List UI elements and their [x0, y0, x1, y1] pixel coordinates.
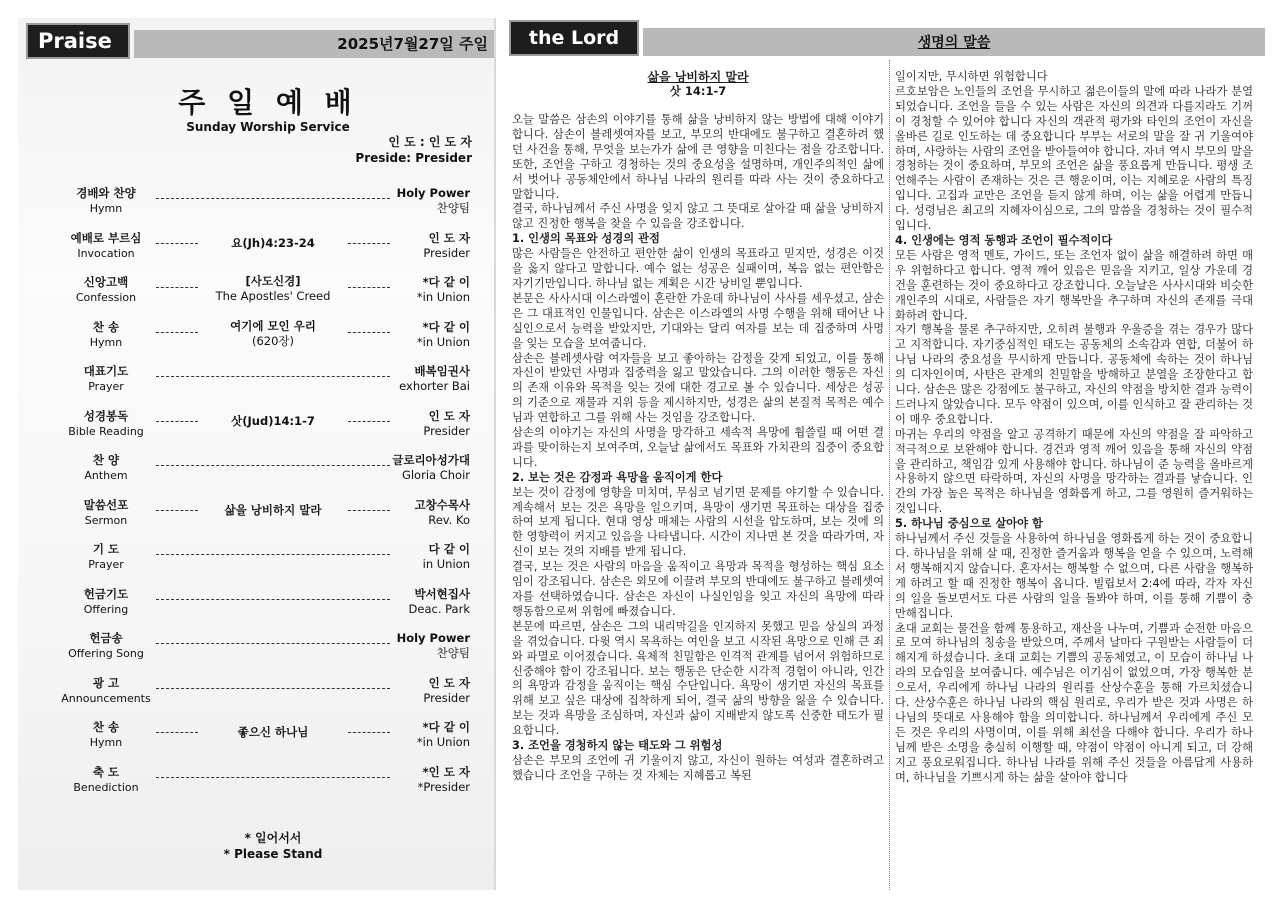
order-item-label	[56, 231, 156, 261]
sermon-heading: 4. 인생에는 영적 동행과 조언이 필수적이다	[895, 233, 1113, 247]
standing-note	[208, 830, 338, 862]
sermon-paragraph: 보는 것이 감정에 영향을 미치며, 무심코 넘기면 문제를 야기할 수 있습니다. 계속해서 보는 것은 욕망을 일으키며, 욕망이 생기면 목표하는 대상을 집중하여 보게 됩니다. 현대 영상 매체는 사람의 시선을 압도하며, 보는 것에 의한 영향력이 커지고 있음을 나타냅니다. 시간이 지나면 본 것을 따라가며, 자신이 보는 것의 지배를 받게 됩니다.	[512, 485, 884, 559]
left-header	[18, 18, 496, 62]
sermon-panel	[505, 18, 1265, 890]
order-item-label-english: Confession	[75, 291, 137, 304]
order-item-label-korean: 말씀선포	[83, 497, 129, 512]
order-item-leader-sub: in Union	[422, 557, 470, 571]
order-item-leader	[350, 720, 470, 750]
order-item-leader-sub: 찬양팀	[436, 646, 470, 660]
order-item-label	[56, 409, 156, 439]
order-item-leader-sub: Rev. Ko	[428, 512, 470, 527]
order-item-leader-sub: Presider	[423, 423, 470, 438]
order-item-leader	[350, 631, 470, 661]
sermon-paragraph: 르호보암은 노인들의 조언을 무시하고 젊은이들의 말에 따라 나라가 분열되었습니다. 조언을 들을 수 있는 사람은 자신의 의견과 다를지라도 기꺼이 경청할 수 있어야 합니다 자신의 객관적 평가와 타인의 조언이 자신을 올바른 길로 인도하는 데 중요합니다 부부는 서로의 말을 잘 귀 기울여야 하며, 사랑하는 사람의 조언을 받아들여야 합니다. 자녀 역시 부모의 말을 경청하는 것이 중요하며, 부모의 조언은 삶을 풍요롭게 만듭니다. 평생 조언해주는 사람이 존재하는 것은 큰 행운이며, 이는 지혜로운 사람의 특징입니다. 고집과 교만은 조언을 듣지 않게 하며, 이는 삶을 어렵게 만듭니다. 성령님은 최고의 지혜자이심으로, 그의 말씀을 경청하는 것이 필수적입니다.	[895, 84, 1253, 233]
order-item-leader	[350, 498, 470, 528]
order-item	[18, 364, 496, 404]
sermon-title: 삶을 낭비하지 말라	[647, 70, 749, 84]
left-header-band	[134, 30, 494, 58]
sermon-paragraph: 삼손은 블레셋사람 여자들을 보고 좋아하는 감정을 갖게 되었고, 이를 통해 자신이 받았던 사명과 집중력을 잃고 말았습니다. 그의 이러한 행동은 자신의 존재 이유와 목적을 잊는 것에 대한 경고로 볼 수 있습니다. 세상은 성공의 기준으로 재물과 지위 등을 제시하지만, 성경은 삶의 본질적 목적은 예수님과 연합하고 그를 위해 사는 것임을 강조합니다.	[512, 351, 884, 425]
order-item-label-korean: 기 도	[92, 542, 120, 556]
order-item-leader-main: 글로리아성가대	[392, 453, 470, 467]
order-item-leader	[350, 453, 470, 483]
sermon-column-1	[512, 70, 884, 784]
service-title	[178, 86, 358, 134]
order-item-label-korean: 찬 송	[92, 720, 120, 734]
service-title-korean: 주 일 예 배	[178, 86, 358, 119]
order-item-label-english: Hymn	[89, 736, 123, 749]
order-item-label-korean: 헌금송	[89, 631, 123, 645]
order-item-leader	[350, 765, 470, 795]
order-item-label-korean: 축 도	[92, 764, 120, 779]
service-title-english: Sunday Worship Service	[186, 120, 350, 134]
sermon-paragraph: 결국, 보는 것은 사람의 마음을 움직이고 욕망과 목적을 형성하는 핵심 요소임이 강조됩니다. 삼손은 외모에 이끌려 부모의 반대에도 불구하고 블레셋여자를 선택하였습니다. 삼손은 자신이 나실인임을 잊고 자신의 욕망에 따라 행동함으로써 위험에 빠졌습니다.	[512, 560, 884, 618]
sermon-paragraph: 하나님께서 주신 것들을 사용하여 하나님을 영화롭게 하는 것이 중요합니다. 하나님을 위해 살 때, 진정한 즐거움과 행복을 얻을 수 있으며, 노력해서 행복해지지 않습니다. 혼자서는 행복할 수 없으며, 다른 사람을 행복하게 하려고 할 때 진정한 행복이 옵니다. 빌립보서 2:4에 따라, 각자 자신의 일을 돌보면서도 다른 사람의 일을 돌봐야 하며, 이를 통해 기쁨이 충만해집니다.	[895, 532, 1253, 620]
sermon-column-2-body	[895, 70, 1253, 786]
sermon-heading: 2. 보는 것은 감정과 욕망을 움직이게 한다	[512, 470, 723, 484]
sermon-paragraph: 삼손은 부모의 조언에 귀 기울이지 않고, 자신이 원하는 여성과 결혼하려고 했습니다 조언을 구하는 것 자체는 지혜롭고 복된	[512, 753, 884, 782]
standing-note-korean: * 일어서서	[244, 831, 302, 845]
dash-leader	[156, 510, 198, 511]
right-header-band	[643, 28, 1265, 56]
order-item-label	[56, 275, 156, 305]
order-item-label-korean: 헌금기도	[83, 586, 129, 601]
order-item	[18, 542, 496, 582]
order-item-leader-sub: Gloria Choir	[401, 468, 470, 482]
order-item-leader-main: 박서현집사	[414, 586, 470, 601]
order-item-label-english: Hymn	[89, 335, 123, 349]
order-item-label	[56, 765, 156, 795]
order-item-label-english: Offering Song	[68, 647, 144, 660]
order-item-leader-sub: 찬양팀	[436, 201, 470, 215]
sermon-paragraph: 많은 사람들은 안전하고 편안한 삶이 인생의 목표라고 믿지만, 성경은 이것을 옳지 않다고 말합니다. 예수 없는 성공은 실패이며, 복음 없는 편안함은 자기기만입니다. 하나님 없는 계획은 시간 낭비일 뿐입니다.	[512, 247, 884, 290]
order-item-label-english: Hymn	[89, 202, 123, 215]
order-item-content	[203, 319, 343, 349]
order-item-label	[56, 542, 156, 572]
the-lord-tag: the Lord	[509, 20, 639, 56]
praise-tag: Praise	[26, 23, 130, 59]
order-item-leader-sub: exhorter Bai	[399, 379, 470, 393]
order-item	[18, 631, 496, 671]
sermon-paragraph: 삼손의 이야기는 자신의 사명을 망각하고 세속적 욕망에 휩쓸릴 때 어떤 결과를 맞이하는지 보여주며, 오늘날 삶에서도 목표와 가치관의 집중이 중요합니다.	[512, 426, 884, 469]
sermon-paragraph: 자기 행복을 물론 추구하지만, 오히려 불행과 우울증을 겪는 경우가 많다고 지적합니다. 자기중심적인 태도는 공동체의 소속감과 연합, 더불어 하나님 나라의 중요성을 무시하게 만듭니다. 공동체에 속하는 것이 하나님의 디자인이며, 사탄은 관계의 친밀함을 방해하고 분열을 조장한다고 합니다. 삼손은 많은 강점에도 불구하고, 자신의 약점을 방치한 결과 능력이 드러나지 않았습니다. 모두 약점이 있으며, 이를 인식하고 잘 관리하는 것이 매우 중요합니다.	[895, 323, 1253, 426]
order-item-leader	[350, 587, 470, 617]
sermon-paragraph: 본문에 따르면, 삼손은 그의 내리막길을 인지하지 못했고 믿음 상실의 과정을 겪었습니다. 다윗 역시 목욕하는 여인을 보고 시작된 욕망으로 인해 큰 죄와 파멸로 이어졌습니다. 육체적 친밀함은 인격적 관계를 넘어서 위험하므로 신중해야 함이 강조됩니다. 보는 행동은 단순한 시각적 경험이 아니라, 인간의 욕망과 감정을 움직이는 핵심 수단입니다. 욕망이 생기면 자신의 목표를 위해 보고 싶은 대상에 집착하게 되어, 결국 삶의 방향을 잃을 수 있습니다. 보는 것과 욕망을 조심하며, 자신과 삶이 지배받지 않도록 신중한 태도가 필요합니다.	[512, 619, 884, 738]
order-item-leader-main: Holy Power	[396, 631, 470, 645]
sermon-heading: 5. 하나님 중심으로 살아야 함	[895, 517, 1043, 531]
order-item-label-english: Invocation	[77, 246, 135, 260]
dash-leader	[156, 287, 198, 288]
order-item-leader-sub: Presider	[423, 690, 470, 705]
order-item-content	[203, 503, 343, 518]
order-item	[18, 676, 496, 716]
order-item	[18, 275, 496, 315]
sermon-paragraph: 본문은 사사시대 이스라엘이 혼란한 가운데 하나님이 사사를 세우셨고, 삼손은 그 대표적인 인물입니다. 삼손은 이스라엘의 사명 수행을 위해 태어난 나실인으로서 능력을 받았지만, 기대와는 달리 여자를 보는 데 집중하며 사명을 잊는 모습을 보여줍니다.	[512, 291, 884, 350]
order-item-label	[56, 364, 156, 394]
order-item-leader-main: *다 같 이	[422, 319, 470, 334]
order-item-leader	[350, 231, 470, 261]
order-item-label-korean: 찬 양	[92, 453, 120, 467]
order-item-content-main: 요(Jh)4:23-24	[231, 235, 315, 250]
standing-note-english: * Please Stand	[223, 847, 323, 861]
order-item-label-english: Benediction	[73, 780, 139, 794]
dash-leader	[156, 732, 198, 733]
order-item-label	[56, 453, 156, 483]
service-date: 2025년7월27일 주일	[337, 35, 488, 53]
order-item-content	[203, 725, 343, 740]
order-item-leader-main: 인 도 자	[428, 675, 470, 690]
order-item-leader-sub: Deac. Park	[408, 601, 470, 616]
order-item-content-sub: (620장)	[251, 333, 295, 348]
order-item-content	[203, 236, 343, 251]
order-item-leader-sub: *Presider	[417, 779, 470, 794]
order-item-leader-main: 인 도 자	[428, 408, 470, 423]
section-title: 생명의 말씀	[917, 35, 991, 51]
order-item-content-main: [사도신경]	[245, 274, 301, 288]
sermon-scripture: 삿 14:1-7	[669, 84, 727, 98]
order-item-content	[203, 414, 343, 429]
order-item-label-english: Bible Reading	[68, 424, 144, 438]
order-item-leader	[350, 275, 470, 305]
sermon-paragraph: 결국, 하나님께서 주신 사명을 잊지 않고 그 뜻대로 살아갈 때 삶을 낭비하지 않고 진정한 행복을 찾을 수 있음을 강조합니다.	[512, 202, 884, 231]
order-item	[18, 498, 496, 538]
order-item-label-korean: 신앙고백	[83, 275, 129, 289]
order-item	[18, 587, 496, 627]
order-item	[18, 231, 496, 271]
order-item-leader-main: *다 같 이	[422, 275, 470, 289]
order-item	[18, 765, 496, 805]
order-item-label-english: Sermon	[84, 513, 128, 527]
sermon-paragraph: 오늘 말씀은 삼손의 이야기를 통해 삶을 낭비하지 않는 방법에 대해 이야기합니다. 삼손이 블레셋여자를 보고, 부모의 반대에도 불구하고 결혼하려 했던 사건을 통해, 무엇을 보는가가 삶에 큰 영향을 미친다는 점을 강조합니다. 또한, 조언을 구하고 경청하는 것의 중요성을 설명하며, 개인주의적인 삶에서 벗어나 공동체안에서 하나님 나라의 원리를 따라 사는 것이 중요하다고 말합니다.	[512, 113, 884, 201]
order-item-leader-main: 고창수목사	[414, 497, 470, 512]
order-item-content-main: 삿(Jud)14:1-7	[231, 413, 315, 428]
order-item-content-sub: The Apostles' Creed	[215, 289, 331, 303]
order-item-label	[56, 186, 156, 216]
order-item-leader-sub: *in Union	[416, 290, 470, 304]
order-item-content-main: 삶을 낭비하지 말라	[224, 502, 322, 517]
sermon-paragraph: 초대 교회는 물건을 함께 통용하고, 재산을 나누며, 기쁨과 순전한 마음으로 모여 하나님의 칭송을 받았으며, 주께서 날마다 구원받는 사람들이 더해지게 하셨습니다. 초대 교회는 기쁨의 공동체였고, 이 모습이 하나님 나라의 모습임을 보여줍니다. 예수님은 이기심이 없었으며, 가장 행복한 분으로서, 우리에게 하나님 나라의 원리를 산상수훈을 통해 가르치셨습니다. 산상수훈은 하나님 나라의 핵심 원리로, 우리가 받은 것과 사명은 하나님의 뜻대로 사용해야 함을 의미합니다. 하나님께서 우리에게 주신 모든 것은 우리의 사명이며, 이를 위해 최선을 다해야 합니다. 우리가 하나님께 받은 소명을 충실히 이행할 때, 약점이 약점이 아니게 되고, 더 강해지고 풍요로워집니다. 하나님 나라를 위해 주신 것들을 아름답게 사용하며, 하나님을 기쁘시게 하는 삶을 살아야 합니다	[895, 621, 1253, 784]
sermon-heading: 3. 조언을 경청하지 않는 태도와 그 위험성	[512, 739, 723, 753]
order-item-label-korean: 대표기도	[83, 364, 129, 378]
presider-line	[355, 134, 472, 166]
order-item-leader	[350, 364, 470, 394]
order-item-leader-main: 인 도 자	[428, 230, 470, 245]
order-item-label-korean: 광 고	[92, 675, 120, 690]
column-divider	[889, 60, 890, 890]
order-item-content	[203, 274, 343, 304]
order-item-label	[56, 587, 156, 617]
order-item-label-english: Prayer	[88, 558, 124, 571]
order-item-leader	[350, 409, 470, 439]
order-item-label-korean: 찬 송	[92, 319, 120, 334]
order-item-leader	[350, 542, 470, 572]
order-item-leader	[350, 186, 470, 216]
order-item-label-korean: 성경봉독	[83, 408, 129, 423]
dash-leader	[156, 421, 198, 422]
order-item	[18, 720, 496, 760]
order-item	[18, 409, 496, 449]
order-item-leader-main: 다 같 이	[428, 542, 470, 556]
order-item-label	[56, 498, 156, 528]
order-item-label-korean: 경배와 찬양	[76, 186, 136, 200]
order-item-label-english: Offering	[83, 602, 129, 616]
sermon-paragraph: 일이지만, 무시하면 위험합니다	[895, 70, 1048, 83]
sermon-paragraph: 모든 사람은 영적 멘토, 가이드, 또는 조언자 없이 삶을 해결하려 하면 매우 위험하다고 합니다. 영적 깨어 있음은 믿음을 지키고, 일상 가운데 경건을 훈련하는 것이 중요하다고 강조합니다. 오늘날은 사사시대와 비슷한 개인주의 시대로, 사람들은 자기 행복만을 추구하며 자신의 존재를 극대화하려 합니다.	[895, 248, 1253, 322]
worship-order-panel	[18, 18, 496, 890]
sermon-heading: 1. 인생의 목표와 성경의 관점	[512, 232, 660, 246]
presider-korean: 인 도 : 인 도 자	[388, 135, 472, 149]
order-item-label-english: Anthem	[84, 469, 128, 482]
sermon-column-1-body	[512, 113, 884, 784]
order-item-leader-main: *인 도 자	[422, 764, 470, 779]
order-item	[18, 320, 496, 360]
order-item-leader-sub: Presider	[423, 245, 470, 260]
order-item-content-main: 좋으신 하나님	[237, 725, 309, 739]
order-item-leader-main: Holy Power	[396, 186, 470, 200]
order-item	[18, 186, 496, 226]
order-item-label	[56, 676, 156, 706]
order-item-leader-main: 배복임권사	[414, 364, 470, 378]
order-item	[18, 453, 496, 493]
sermon-column-2	[895, 70, 1253, 786]
order-item-label-korean: 예배로 부르심	[70, 230, 142, 245]
order-item-leader	[350, 320, 470, 350]
order-item-label	[56, 720, 156, 750]
order-item-leader-sub: *in Union	[416, 735, 470, 749]
order-item-label	[56, 631, 156, 661]
order-item-leader	[350, 676, 470, 706]
order-item-label-english: Prayer	[88, 380, 124, 393]
order-item-leader-main: *다 같 이	[422, 720, 470, 734]
sermon-paragraph: 마귀는 우리의 약점을 알고 공격하기 때문에 자신의 약점을 잘 파악하고 적극적으로 보완해야 합니다. 경건과 영적 깨어 있음을 통해 자신의 약점을 관리하고, 책임감 있게 사용해야 합니다. 하나님이 준 능력을 올바르게 사용하지 않으면 타락하며, 자신의 사명을 망각하는 결과를 낳습니다. 인간의 가장 높은 목적은 하나님을 영화롭게 하고, 그를 영원히 즐거워하는 것입니다.	[895, 427, 1253, 516]
order-item-label	[56, 320, 156, 350]
order-item-content-main: 여기에 모인 우리	[230, 318, 316, 333]
order-item-label-english: Announcements	[61, 691, 151, 705]
dash-leader	[156, 243, 198, 244]
dash-leader	[156, 332, 198, 333]
presider-english: Preside: Presider	[355, 151, 472, 165]
order-item-leader-sub: *in Union	[416, 334, 470, 349]
